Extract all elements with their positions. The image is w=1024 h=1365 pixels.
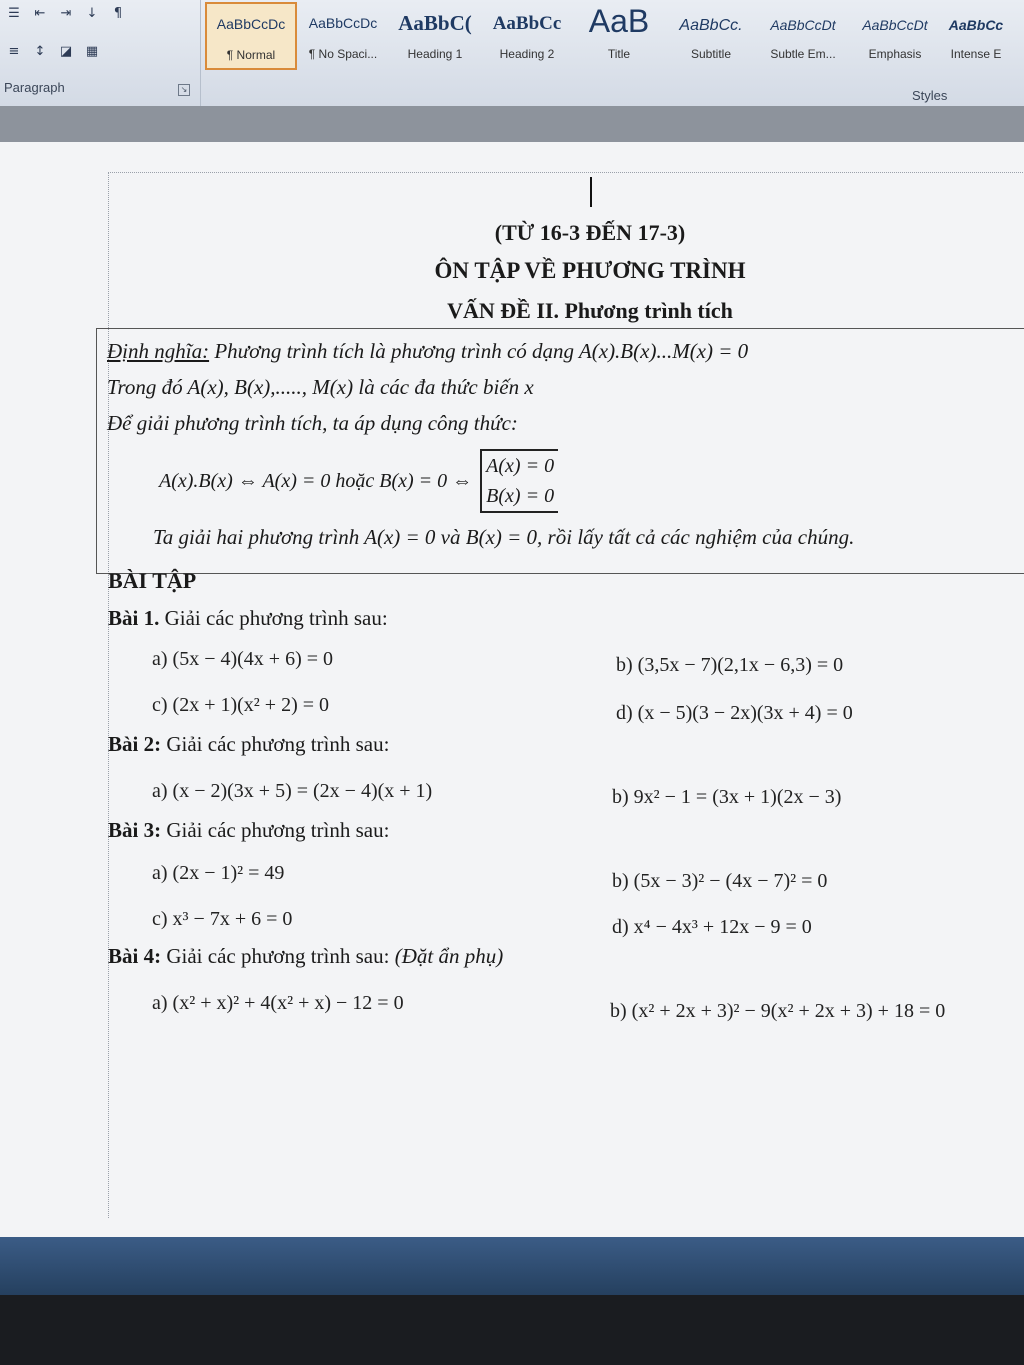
definition-line-2: Trong đó A(x), B(x),....., M(x) là các đa thức biến x [107,375,534,399]
bai-3-a: a) (2x − 1)² = 49 [152,862,285,884]
style-heading-2[interactable]: AaBbCc Heading 2 [492,13,562,61]
bai-3-label: Bài 3: [108,818,162,842]
ruler-strip [0,106,1024,142]
justify-icon[interactable]: ≡ [8,43,20,59]
main-title: ÔN TẬP VỀ PHƯƠNG TRÌNH [434,258,746,283]
bai-2-text: Giải các phương trình sau: [161,732,390,756]
definition-line-1 [107,339,748,364]
borders-icon[interactable]: ▦ [85,43,99,59]
styles-gallery [205,2,1024,72]
bai-1-b: b) (3,5x − 7)(2,1x − 6,3) = 0 [616,654,844,676]
bai-4-label: Bài 4: [108,944,162,968]
style-intense-emphasis[interactable]: AaBbCc Intense E [948,17,1004,61]
bracket-bottom: B(x) = 0 [486,485,555,507]
paragraph-group [0,0,201,106]
style-emphasis[interactable]: AaBbCcDt Emphasis [862,17,928,61]
text-cursor [590,177,592,207]
bai-1-label: Bài 1. [108,606,160,630]
paragraph-toolbar-row-2 [4,42,102,60]
bai-2-label: Bài 2: [108,732,162,756]
bai-1-c: c) (2x + 1)(x² + 2) = 0 [152,694,330,716]
paragraph-dialog-launcher-icon[interactable]: ↘ [178,84,190,96]
show-formatting-marks-icon[interactable]: ¶ [113,5,123,21]
definition-line-4: Ta giải hai phương trình A(x) = 0 và B(x) = 0, rồi lấy tất cả các nghiệm của chúng. [153,525,855,549]
style-normal[interactable]: AaBbCcDc ¶ Normal [205,2,297,70]
definition-label: Định nghĩa: [107,339,210,363]
bai-1-d: d) (x − 5)(3 − 2x)(3x + 4) = 0 [616,702,853,724]
decrease-indent-icon[interactable]: ⇤ [34,5,46,21]
bai-1-a: a) (5x − 4)(4x + 6) = 0 [152,648,334,670]
bai-4-text: Giải các phương trình sau: [161,944,390,968]
bai-4-b: b) (x² + 2x + 3)² − 9(x² + 2x + 3) + 18 = 0 [610,1000,946,1022]
bai-1-heading [108,606,388,631]
product-formula [159,449,558,513]
bai-3-d: d) x⁴ − 4x³ + 12x − 9 = 0 [612,916,812,938]
bai-2-a: a) (x − 2)(3x + 5) = (2x − 4)(x + 1) [152,780,433,802]
bai-2-b: b) 9x² − 1 = (3x + 1)(2x − 3) [612,786,842,808]
date-range: (TỪ 16-3 ĐẾN 17-3) [494,220,686,245]
style-heading-1[interactable]: AaBbC( Heading 1 [398,11,472,61]
style-no-spacing[interactable]: AaBbCcDc ¶ No Spaci... [308,15,378,61]
bai-3-heading [108,818,389,843]
definition-box [96,328,1024,574]
shading-icon[interactable]: ◪ [59,43,73,59]
definition-line-3: Để giải phương trình tích, ta áp dụng công thức: [107,411,518,435]
style-subtle-emphasis[interactable]: AaBbCcDt Subtle Em... [770,17,836,61]
styles-group-label: Styles [912,88,948,103]
formula-bracket [480,449,558,513]
multilevel-list-icon[interactable]: ☰ [8,5,20,21]
topic-title: VẤN ĐỀ II. Phương trình tích [447,298,733,323]
style-title[interactable]: AaB Title [588,3,650,61]
increase-indent-icon[interactable]: ⇥ [60,5,72,21]
sort-icon[interactable]: ↓ [86,5,98,21]
bai-4-heading [108,944,503,969]
bai-3-b: b) (5x − 3)² − (4x − 7)² = 0 [612,870,828,892]
bai-4-a: a) (x² + x)² + 4(x² + x) − 12 = 0 [152,992,404,1014]
monitor-bezel [0,1295,1024,1365]
bai-2-heading [108,732,389,757]
bai-4-hint: (Đặt ẩn phụ) [389,944,504,968]
paragraph-toolbar-row-1 [4,4,128,22]
bai-3-c: c) x³ − 7x + 6 = 0 [152,908,293,930]
definition-text-1: Phương trình tích là phương trình có dạng A(x).B(x)...M(x) = 0 [214,339,749,363]
line-spacing-icon[interactable]: ↕ [34,43,46,59]
bai-3-text: Giải các phương trình sau: [161,818,390,842]
document-page[interactable] [0,142,1024,1237]
formula-left: A(x).B(x) ⇔ A(x) = 0 hoặc B(x) = 0 ⇔ [159,469,473,492]
paragraph-group-label: Paragraph [4,80,65,95]
style-subtitle[interactable]: AaBbCc. Subtitle [679,17,743,61]
taskbar [0,1237,1024,1295]
bracket-top: A(x) = 0 [486,455,555,477]
bai-1-text: Giải các phương trình sau: [159,606,388,630]
ribbon [0,0,1024,107]
exercises-title: BÀI TẬP [108,568,197,593]
